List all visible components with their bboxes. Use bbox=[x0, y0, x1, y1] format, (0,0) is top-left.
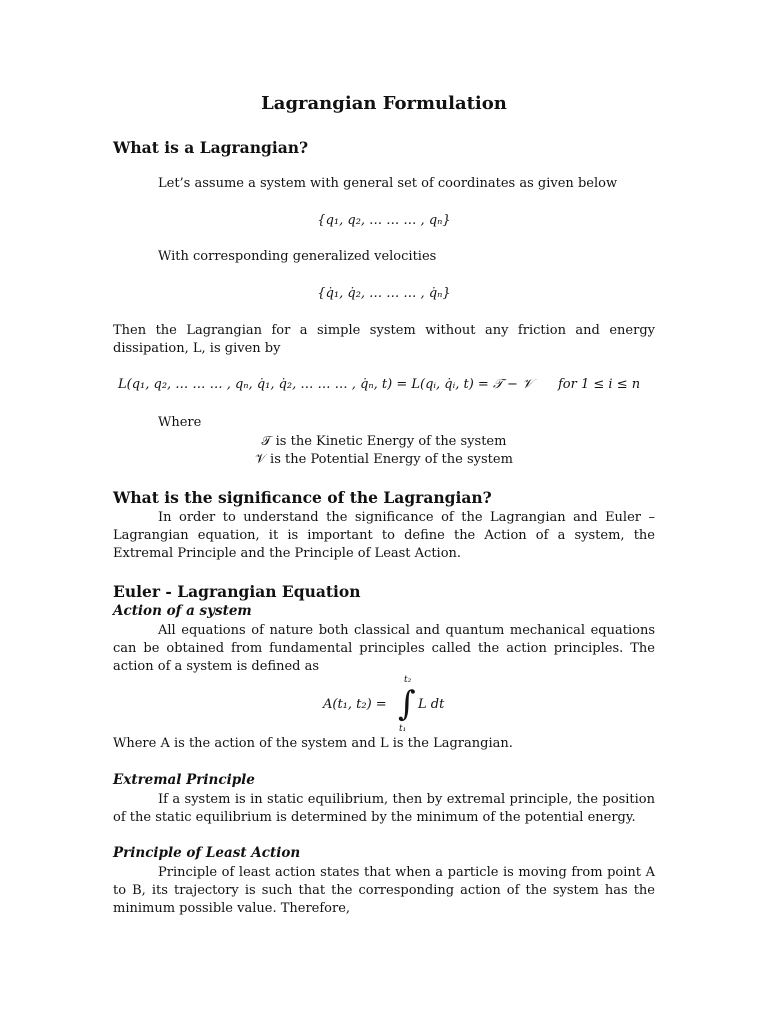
integral-sign: ∫ bbox=[398, 684, 416, 724]
index-range: for 1 ≤ i ≤ n bbox=[558, 377, 641, 392]
subheading-action: Action of a system bbox=[113, 603, 252, 619]
coordinates-intro: Let’s assume a system with general set of coordinates as given below bbox=[158, 176, 618, 191]
least-action-paragraph: Principle of least action states that when a particle is moving from point A to B, its trajectory is such that the corresponding action of the system has the minimum possible value. Therefore, bbox=[113, 865, 655, 916]
subheading-extremal: Extremal Principle bbox=[113, 772, 255, 788]
lagrangian-equation: L(q₁, q₂, … … … , qₙ, q̇₁, q̇₂, … … … , q̇ₙ, t) = L(qᵢ, q̇ᵢ, t) = 𝒯 − 𝒱 bbox=[118, 377, 533, 392]
where-label: Where bbox=[158, 415, 202, 430]
integrand: L dt bbox=[418, 697, 445, 712]
heading-euler-lagrangian: Euler - Lagrangian Equation bbox=[113, 582, 361, 601]
integral-upper-limit: t₂ bbox=[404, 675, 412, 685]
velocities-set: {q̇₁, q̇₂, … … … , q̇ₙ} bbox=[317, 286, 451, 301]
action-explanation: Where A is the action of the system and L is the Lagrangian. bbox=[113, 736, 513, 751]
action-lhs: A(t₁, t₂) = bbox=[323, 697, 387, 712]
heading-what-is-lagrangian: What is a Lagrangian? bbox=[113, 138, 309, 157]
heading-significance: What is the significance of the Lagrangian? bbox=[113, 488, 492, 507]
integral-lower-limit: t₁ bbox=[399, 724, 407, 734]
significance-paragraph: In order to understand the significance of the Lagrangian and Euler – Lagrangian equation, it is important to define the Action of a system, the Extremal Principle and the Principle of Least Action. bbox=[113, 510, 655, 561]
action-paragraph: All equations of nature both classical and quantum mechanical equations can be obtained from fundamental principles called the action principles. The action of a system is defined as bbox=[113, 623, 655, 674]
lagrangian-paragraph: Then the Lagrangian for a simple system without any friction and energy dissipation, L, is given by bbox=[113, 323, 655, 356]
page-title: Lagrangian Formulation bbox=[261, 93, 507, 114]
velocities-intro: With corresponding generalized velocities bbox=[158, 249, 437, 264]
extremal-paragraph: If a system is in static equilibrium, then by extremal principle, the position of the static equilibrium is determined by the minimum of the potential energy. bbox=[113, 792, 655, 825]
potential-energy-definition: 𝒱 is the Potential Energy of the system bbox=[255, 452, 513, 467]
kinetic-energy-definition: 𝒯 is the Kinetic Energy of the system bbox=[261, 434, 507, 449]
subheading-least-action: Principle of Least Action bbox=[113, 845, 301, 861]
coordinates-set: {q₁, q₂, … … … , qₙ} bbox=[317, 213, 451, 228]
